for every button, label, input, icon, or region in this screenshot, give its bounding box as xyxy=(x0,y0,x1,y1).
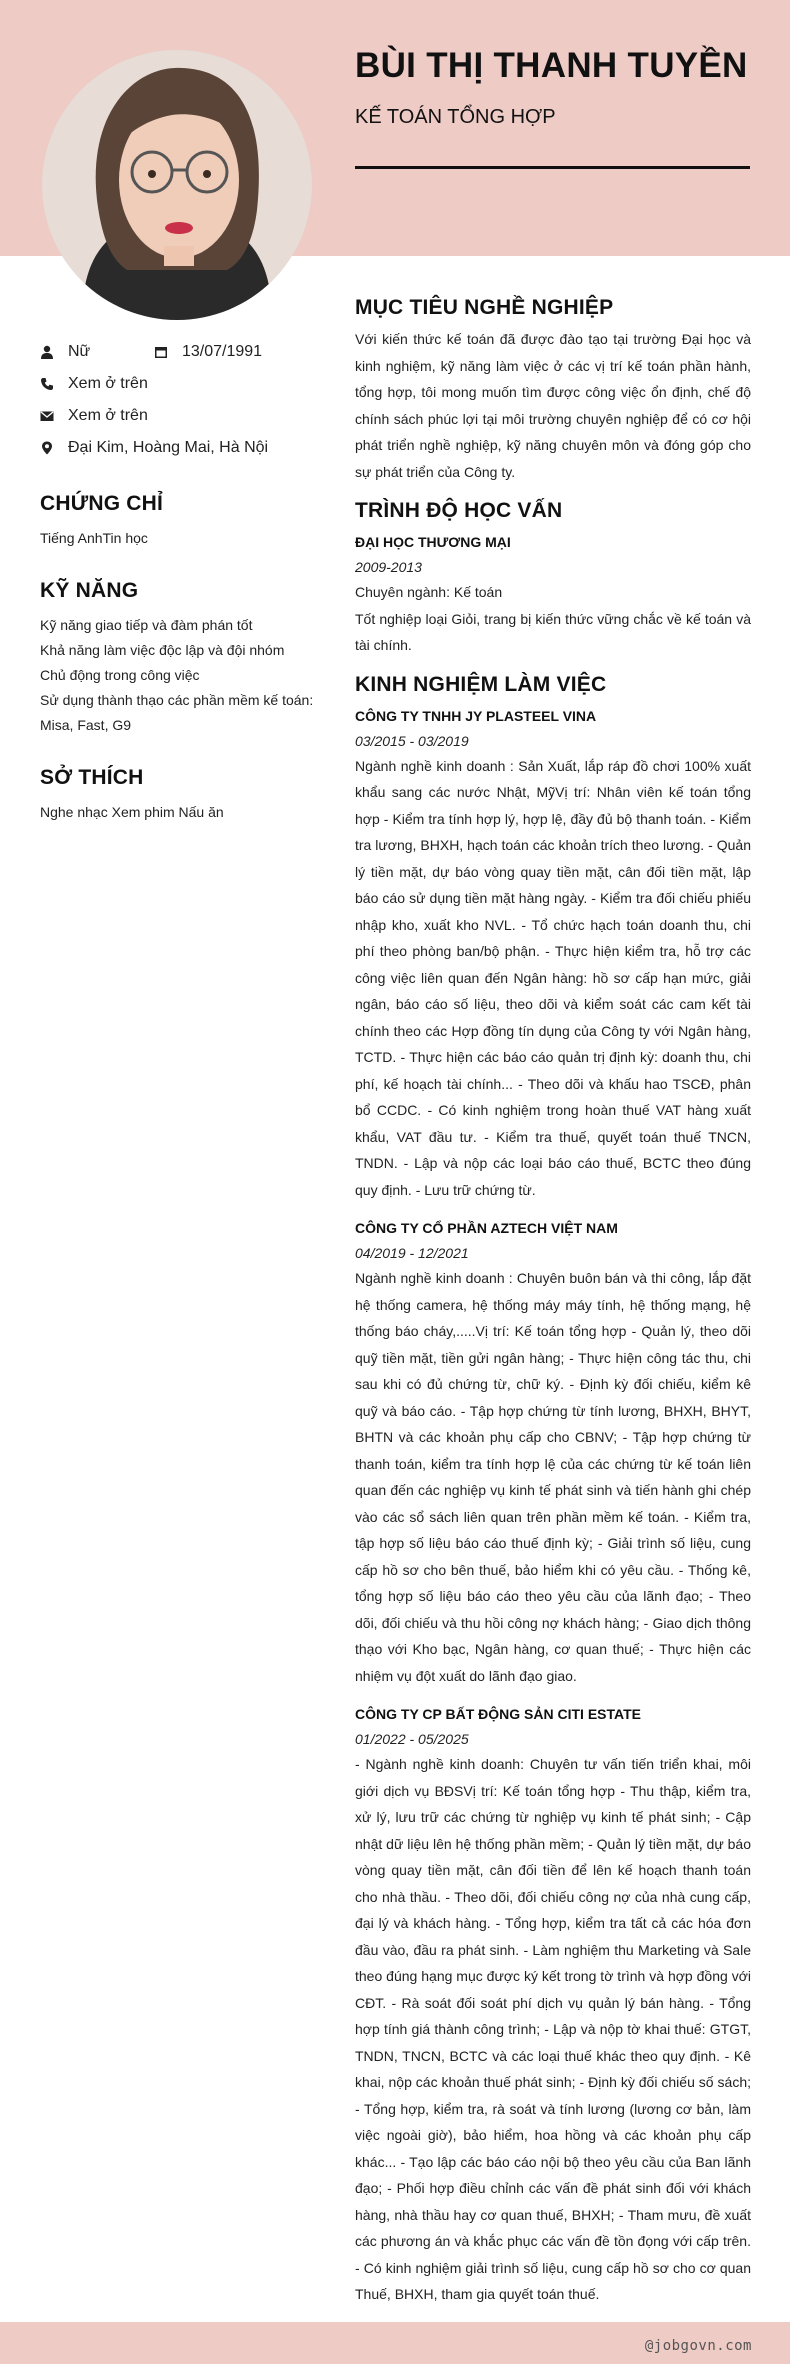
job-period: 04/2019 - 12/2021 xyxy=(355,1245,469,1261)
job-period: 03/2015 - 03/2019 xyxy=(355,732,469,749)
education-major: Chuyên ngành: Kế toán xyxy=(355,584,503,600)
right-column xyxy=(355,296,751,2322)
calendar-icon xyxy=(154,345,168,359)
email-icon xyxy=(40,409,54,423)
title-divider xyxy=(355,166,750,169)
objective-text: Với kiến thức kế toán đã được đào tạo tại trường Đại học và kinh nghiệm, kỹ năng làm việc ở các vị trí kế toán phần hành, tổng hợp, tôi mong muốn tìm được công việc ổn định, chế độ chính sách phúc lợi tại môi trường chuyên nghiệp để có cơ hội phát triển nghề nghiệp, kỹ năng chuyên môn và đóng góp cho sự phát triển của Công ty. xyxy=(355,331,751,480)
phone-row xyxy=(40,368,330,400)
email: Xem ở trên xyxy=(68,407,148,424)
company-name: CÔNG TY TNHH JY PLASTEEL VINA xyxy=(355,707,597,724)
footer-watermark: @jobgovn.com xyxy=(644,2338,752,2354)
location-icon xyxy=(40,441,54,455)
skill-item: Chủ động trong công việc xyxy=(40,667,200,683)
company-name: CÔNG TY CỔ PHẦN AZTECH VIỆT NAM xyxy=(355,1220,618,1236)
birthday: 13/07/1991 xyxy=(182,343,263,360)
job-entry xyxy=(355,1215,751,1689)
job-entry xyxy=(355,703,751,1204)
objective-section xyxy=(355,296,751,485)
education-section xyxy=(355,499,751,659)
skill-item: Khả năng làm việc độc lập và đội nhóm xyxy=(40,642,285,658)
profile-photo xyxy=(42,50,312,320)
certificates-text: Tiếng AnhTin học xyxy=(40,530,148,546)
address: Đại Kim, Hoàng Mai, Hà Nội xyxy=(68,439,269,456)
skills-heading: KỸ NĂNG xyxy=(40,579,139,602)
gender: Nữ xyxy=(68,343,91,360)
hobbies-text: Nghe nhạc Xem phim Nấu ăn xyxy=(40,804,224,820)
job-description: - Ngành nghề kinh doanh: Chuyên tư vấn tiến triển khai, môi giới dịch vụ BĐSVị trí: Kế toán tổng hợp - Thu thập, kiểm tra, xử lý, lưu trữ các chứng từ nghiệp vụ kinh tế phát sinh; - Cập nhật dữ liệu lên hệ thống phần mềm; - Quản lý tiền mặt, dự báo vòng quay tiền mặt, cân đối tiền để lên kế hoạch thanh toán cho nhà thầu. - Theo dõi, đối chiếu công nợ của nhà cung cấp, đại lý và khách hàng. - Tổng hợp, kiểm tra tất cả các hóa đơn đầu vào, đầu ra phát sinh. - Làm nghiệm thu Marketing và Sale theo đúng hạng mục được ký kết trong tờ trình và hợp đồng với CĐT. - Rà soát đối soát phí dịch vụ quản lý bán hàng. - Tổng hợp tính giá thành công trình; - Lập và nộp tờ khai thuế: GTGT, TNDN, TNCN, BCTC và các loại thuế khác theo quy định. - Kê khai, nộp các khoản thuế phát sinh; - Định kỳ đối chiếu số sách; - Tổng hợp, kiểm tra, rà soát và tính lương (lương cơ bản, làm việc ngoài giờ), bảo hiểm, hoa hồng và các khoản phụ cấp khác... - Tạo lập các báo cáo nội bộ theo yêu cầu của Ban lãnh đạo; - Phối hợp điều chỉnh các vấn đề phát sinh đối với khách hàng, nhà thầu hay cơ quan thuế, BHXH; - Tham mưu, đề xuất các phương án và khắc phục các vấn đề tồn đọng với cấp trên. - Có kinh nghiệm giải trình số liệu, cung cấp hồ sơ cho cơ quan Thuế, BHXH, tham gia quyết toán thuế. xyxy=(355,1756,751,2302)
education-period: 2009-2013 xyxy=(355,559,422,575)
phone: Xem ở trên xyxy=(68,375,148,392)
email-row xyxy=(40,400,330,432)
job-period: 01/2022 - 05/2025 xyxy=(355,1731,469,1747)
hobbies-heading: SỞ THÍCH xyxy=(40,766,144,789)
experience-section xyxy=(355,673,751,2308)
job-description: Ngành nghề kinh doanh : Chuyên buôn bán và thi công, lắp đặt hệ thống camera, hệ thống máy máy tính, hệ thống mạng, hệ thống báo cháy,.....Vị trí: Kế toán tổng hợp - Quản lý, theo dõi quỹ tiền mặt, tiền gửi ngân hàng; - Thực hiện công tác thu, chi sau khi có đủ chứng từ, chữ ký. - Định kỳ đối chiếu, kiểm kê quỹ và báo cáo. - Tập hợp chứng từ tính lương, BHXH, BHYT, BHTN và các khoản phụ cấp cho CBNV; - Tập hợp chứng từ thanh toán, kiểm tra tính hợp lệ của các chứng từ kế toán liên quan đến các nghiệp vụ kinh tế phát sinh và tiến hành ghi chép vào các sổ sách liên quan trên phần mềm kế toán. - Kiểm tra, tập hợp số liệu báo cáo thuế định kỳ; - Giải trình số liệu, cung cấp hồ sơ cho bên thuế, bảo hiểm khi có yêu cầu. - Thống kê, tổng hợp số liệu báo cáo theo yêu cầu của lãnh đạo; - Theo dõi, đối chiếu và thu hồi công nợ khách hàng; - Giao dịch thông thạo với Kho bạc, Ngân hàng, cơ quan thuế; - Thực hiện các nhiệm vụ đột xuất do lãnh đạo giao. xyxy=(355,1270,751,1684)
school-name: ĐẠI HỌC THƯƠNG MẠI xyxy=(355,534,511,550)
gender-birthday-row xyxy=(40,336,330,368)
phone-icon xyxy=(40,377,54,391)
job-description: Ngành nghề kinh doanh : Sản Xuất, lắp ráp đồ chơi 100% xuất khẩu sang các nước Nhật, MỹVị trí: Nhân viên kế toán tổng hợp - Kiểm tra tính hợp lý, hợp lệ, đầy đủ bộ thanh toán. - Kiểm tra lương, BHXH, hạch toán các khoản trích theo lương. - Quản lý tiền mặt, dự báo vòng quay tiền mặt, cân đối tiền mặt, lập báo cáo sử dụng tiền mặt hàng ngày. - Kiểm tra đối chiếu phiếu nhập kho, xuất kho NVL. - Tổ chức hạch toán doanh thu, chi phí theo phòng ban/bộ phận. - Thực hiện kiểm tra, hỗ trợ các công việc liên quan đến Ngân hàng: hồ sơ cấp hạn mức, giải ngân, báo cáo số liệu, theo dõi và kiểm soát các cam kết tài chính theo các Hợp đồng tín dụng của Công ty với Ngân hàng, TCTD. - Thực hiện các báo cáo quản trị định kỳ: doanh thu, chi phí, kế hoạch tài chính... - Theo dõi và khấu hao TSCĐ, phân bổ CCDC. - Có kinh nghiệm trong hoàn thuế VAT hàng xuất khẩu, VAT đầu tư. - Kiểm tra thuế, quyết toán thuế TNCN, TNDN. - Lập và nộp các loại báo cáo thuế, BCTC theo đúng quy định. - Lưu trữ chứng từ. xyxy=(355,757,751,1198)
certificates-heading: CHỨNG CHỈ xyxy=(40,492,164,515)
address-row xyxy=(40,432,330,464)
left-column xyxy=(40,336,330,825)
objective-heading: MỤC TIÊU NGHỀ NGHIỆP xyxy=(355,296,614,319)
skill-item: Kỹ năng giao tiếp và đàm phán tốt xyxy=(40,617,253,633)
footer-band xyxy=(0,2322,790,2364)
job-title: KẾ TOÁN TỔNG HỢP xyxy=(355,106,556,128)
job-entry xyxy=(355,1701,751,2308)
skill-item: Sử dụng thành thạo các phần mềm kế toán: Misa, Fast, G9 xyxy=(40,692,314,733)
candidate-name: BÙI THỊ THANH TUYỀN xyxy=(355,46,748,85)
company-name: CÔNG TY CP BẤT ĐỘNG SẢN CITI ESTATE xyxy=(355,1706,641,1722)
education-heading: TRÌNH ĐỘ HỌC VẤN xyxy=(355,499,563,522)
experience-heading: KINH NGHIỆM LÀM VIỆC xyxy=(355,672,607,696)
education-desc: Tốt nghiệp loại Giỏi, trang bị kiến thức vững chắc về kế toán và tài chính. xyxy=(355,610,751,653)
person-icon xyxy=(40,345,54,359)
